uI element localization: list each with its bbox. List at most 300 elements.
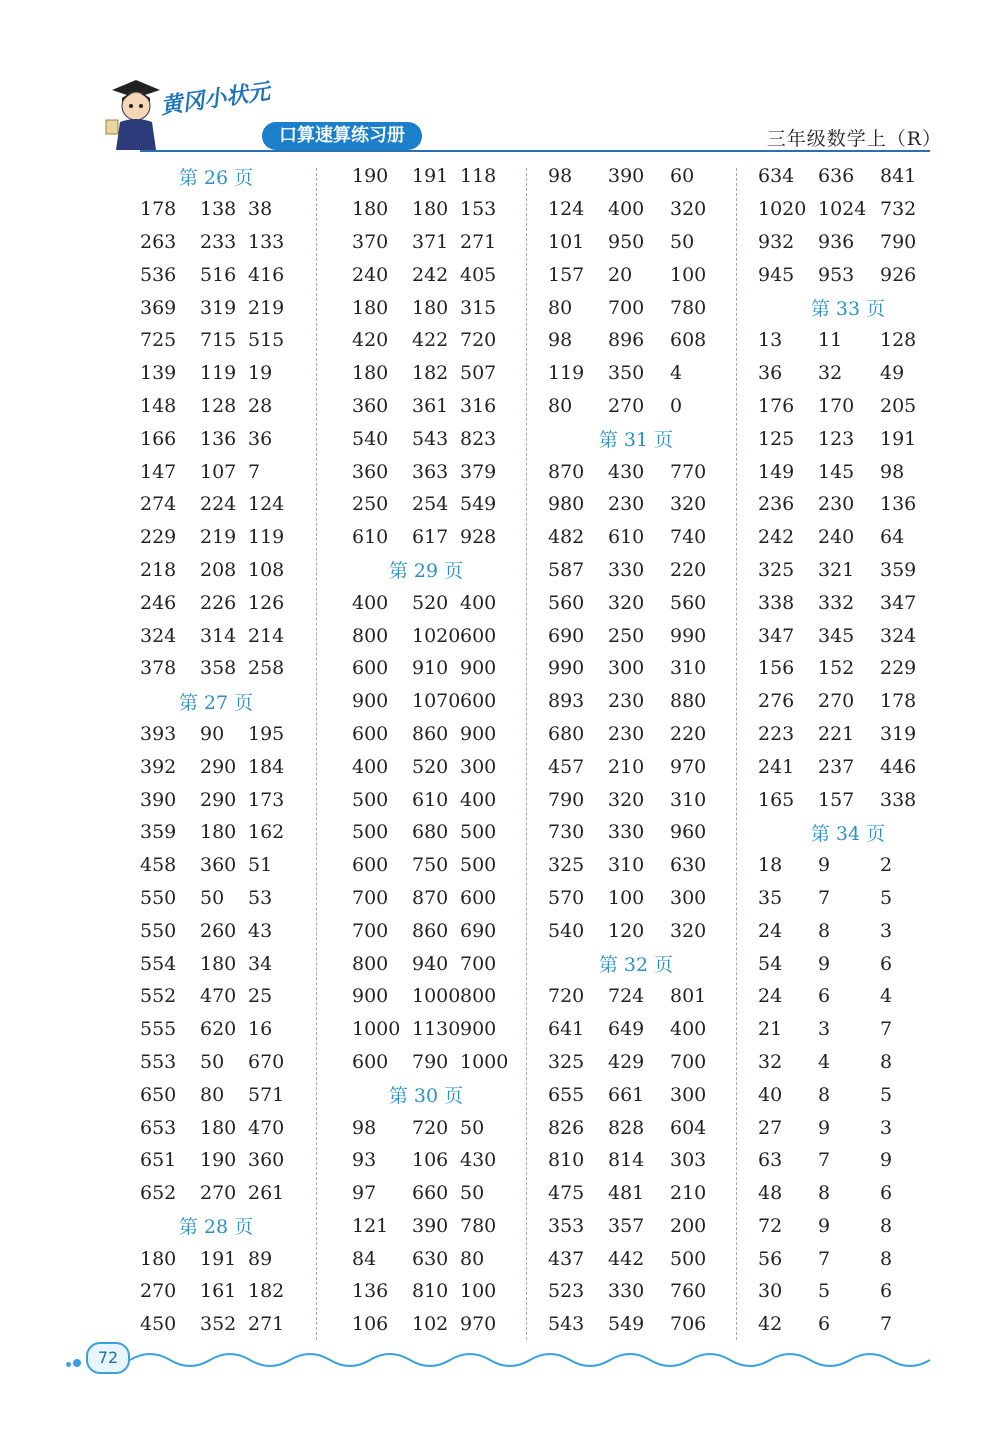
answer-value: 53 bbox=[248, 886, 273, 909]
answer-value: 540 bbox=[548, 919, 585, 942]
answer-value: 80 bbox=[460, 1247, 485, 1270]
answer-value: 437 bbox=[548, 1247, 585, 1270]
answer-value: 543 bbox=[412, 427, 449, 450]
answer-value: 900 bbox=[460, 1018, 497, 1041]
answer-value: 242 bbox=[412, 263, 449, 286]
answer-value: 700 bbox=[352, 886, 389, 909]
answer-value: 230 bbox=[608, 493, 645, 516]
answer-value: 300 bbox=[670, 886, 707, 909]
answer-value: 98 bbox=[548, 329, 573, 352]
answer-row bbox=[336, 750, 516, 783]
answer-value: 400 bbox=[460, 788, 497, 811]
answer-row bbox=[756, 357, 940, 390]
answer-value: 600 bbox=[352, 722, 389, 745]
answer-value: 125 bbox=[758, 427, 795, 450]
answer-value: 180 bbox=[352, 362, 389, 385]
page-section-heading: 第 28 页 bbox=[178, 1216, 254, 1239]
answer-value: 700 bbox=[608, 296, 645, 319]
answer-value: 270 bbox=[140, 1280, 177, 1303]
answer-value: 4 bbox=[818, 1050, 831, 1073]
answer-row bbox=[756, 914, 940, 947]
answer-value: 936 bbox=[818, 230, 855, 253]
answer-value: 310 bbox=[670, 788, 707, 811]
answer-row bbox=[124, 1275, 308, 1308]
answer-value: 101 bbox=[548, 230, 585, 253]
answer-value: 36 bbox=[248, 427, 273, 450]
answer-row bbox=[756, 1210, 940, 1243]
grade-label: 三年级数学上（R） bbox=[766, 128, 942, 150]
answer-value: 325 bbox=[548, 1050, 585, 1073]
answer-value: 826 bbox=[548, 1116, 585, 1139]
answer-value: 180 bbox=[412, 198, 449, 221]
answer-row bbox=[336, 718, 516, 751]
answer-row bbox=[124, 980, 308, 1013]
answer-value: 7 bbox=[880, 1018, 893, 1041]
answer-value: 760 bbox=[670, 1280, 707, 1303]
answer-row bbox=[756, 586, 940, 619]
answer-value: 84 bbox=[352, 1247, 377, 1270]
answer-row bbox=[756, 750, 940, 783]
answer-value: 261 bbox=[248, 1182, 285, 1205]
answer-value: 6 bbox=[880, 1182, 893, 1205]
answer-value: 50 bbox=[200, 1050, 225, 1073]
answer-value: 800 bbox=[352, 952, 389, 975]
answer-value: 274 bbox=[140, 493, 177, 516]
answer-row bbox=[124, 521, 308, 554]
scholar-mascot-icon bbox=[100, 76, 164, 152]
answer-value: 4 bbox=[880, 985, 893, 1008]
answer-value: 500 bbox=[460, 821, 497, 844]
answer-value: 357 bbox=[608, 1214, 645, 1237]
answer-value: 240 bbox=[352, 263, 389, 286]
answer-value: 182 bbox=[412, 362, 449, 385]
answer-row bbox=[756, 226, 940, 259]
answer-value: 133 bbox=[248, 230, 285, 253]
answer-value: 40 bbox=[758, 1083, 783, 1106]
answer-value: 870 bbox=[412, 886, 449, 909]
answer-row bbox=[546, 980, 726, 1013]
answer-row bbox=[336, 258, 516, 291]
answer-value: 634 bbox=[758, 165, 795, 188]
answer-row bbox=[546, 586, 726, 619]
answer-value: 332 bbox=[818, 591, 855, 614]
answer-row bbox=[546, 1210, 726, 1243]
answer-value: 121 bbox=[352, 1214, 389, 1237]
page-section-heading: 第 31 页 bbox=[598, 429, 674, 452]
answer-value: 180 bbox=[200, 1116, 237, 1139]
answer-row bbox=[336, 947, 516, 980]
answer-value: 190 bbox=[352, 165, 389, 188]
answer-value: 420 bbox=[352, 329, 389, 352]
answer-row bbox=[756, 521, 940, 554]
answer-value: 630 bbox=[670, 854, 707, 877]
answer-row bbox=[336, 619, 516, 652]
answer-value: 653 bbox=[140, 1116, 177, 1139]
answer-row bbox=[124, 390, 308, 423]
answer-value: 790 bbox=[548, 788, 585, 811]
answer-value: 100 bbox=[670, 263, 707, 286]
answer-value: 358 bbox=[200, 657, 237, 680]
answer-value: 56 bbox=[758, 1247, 783, 1270]
answer-value: 290 bbox=[200, 788, 237, 811]
answer-row bbox=[756, 455, 940, 488]
answer-value: 828 bbox=[608, 1116, 645, 1139]
answer-value: 102 bbox=[412, 1313, 449, 1336]
answer-value: 475 bbox=[548, 1182, 585, 1205]
answer-value: 98 bbox=[880, 460, 905, 483]
answer-value: 161 bbox=[200, 1280, 237, 1303]
answer-value: 145 bbox=[818, 460, 855, 483]
answer-row bbox=[336, 586, 516, 619]
answer-row bbox=[756, 652, 940, 685]
answer-value: 610 bbox=[352, 526, 389, 549]
answer-value: 352 bbox=[200, 1313, 237, 1336]
answer-value: 50 bbox=[460, 1116, 485, 1139]
answer-value: 2 bbox=[880, 854, 893, 877]
answer-value: 9 bbox=[818, 854, 831, 877]
answer-value: 32 bbox=[758, 1050, 783, 1073]
answer-value: 180 bbox=[352, 296, 389, 319]
answer-value: 195 bbox=[248, 722, 285, 745]
answer-row bbox=[756, 1308, 940, 1341]
answer-column-2 bbox=[336, 160, 516, 1341]
answer-row bbox=[336, 324, 516, 357]
answer-row bbox=[336, 1111, 516, 1144]
answer-value: 100 bbox=[460, 1280, 497, 1303]
answer-value: 5 bbox=[818, 1280, 831, 1303]
answer-value: 173 bbox=[248, 788, 285, 811]
answer-value: 1000 bbox=[412, 985, 461, 1008]
answer-value: 236 bbox=[758, 493, 795, 516]
answer-value: 940 bbox=[412, 952, 449, 975]
answer-value: 50 bbox=[670, 230, 695, 253]
answer-value: 190 bbox=[200, 1149, 237, 1172]
answer-value: 549 bbox=[460, 493, 497, 516]
answer-value: 780 bbox=[460, 1214, 497, 1237]
answer-value: 552 bbox=[140, 985, 177, 1008]
answer-value: 233 bbox=[200, 230, 237, 253]
answer-value: 219 bbox=[200, 526, 237, 549]
answer-value: 118 bbox=[460, 165, 497, 188]
answer-value: 19 bbox=[248, 362, 273, 385]
answer-row bbox=[756, 1275, 940, 1308]
answer-row bbox=[124, 1013, 308, 1046]
answer-value: 790 bbox=[880, 230, 917, 253]
answer-value: 724 bbox=[608, 985, 645, 1008]
answer-value: 353 bbox=[548, 1214, 585, 1237]
answer-row bbox=[546, 882, 726, 915]
answer-value: 715 bbox=[200, 329, 237, 352]
answer-value: 180 bbox=[352, 198, 389, 221]
answer-row bbox=[336, 160, 516, 193]
answer-value: 360 bbox=[352, 460, 389, 483]
answer-row bbox=[546, 1111, 726, 1144]
answer-value: 910 bbox=[412, 657, 449, 680]
answer-value: 650 bbox=[140, 1083, 177, 1106]
answer-value: 263 bbox=[140, 230, 177, 253]
answer-row bbox=[756, 619, 940, 652]
answer-value: 50 bbox=[200, 886, 225, 909]
answer-row bbox=[336, 652, 516, 685]
answer-row bbox=[336, 685, 516, 718]
answer-value: 270 bbox=[818, 690, 855, 713]
answer-value: 220 bbox=[670, 558, 707, 581]
answer-row bbox=[756, 488, 940, 521]
answer-value: 210 bbox=[608, 755, 645, 778]
answer-value: 325 bbox=[758, 558, 795, 581]
answer-value: 119 bbox=[248, 526, 285, 549]
answer-row bbox=[546, 1013, 726, 1046]
answer-value: 651 bbox=[140, 1149, 177, 1172]
answer-row bbox=[756, 554, 940, 587]
page-section-heading: 第 29 页 bbox=[388, 560, 464, 583]
page-section-heading: 第 26 页 bbox=[178, 166, 254, 189]
answer-value: 30 bbox=[758, 1280, 783, 1303]
answer-value: 16 bbox=[248, 1018, 273, 1041]
answer-row bbox=[756, 980, 940, 1013]
answer-value: 520 bbox=[412, 591, 449, 614]
answer-value: 740 bbox=[670, 526, 707, 549]
answer-row bbox=[546, 193, 726, 226]
answer-value: 481 bbox=[608, 1182, 645, 1205]
answer-value: 72 bbox=[758, 1214, 783, 1237]
answer-row bbox=[546, 291, 726, 324]
answer-value: 100 bbox=[608, 886, 645, 909]
answer-value: 630 bbox=[412, 1247, 449, 1270]
answer-value: 6 bbox=[880, 952, 893, 975]
answer-row bbox=[336, 193, 516, 226]
answer-row bbox=[336, 357, 516, 390]
answer-row bbox=[756, 160, 940, 193]
answer-value: 5 bbox=[880, 1083, 893, 1106]
answer-value: 314 bbox=[200, 624, 237, 647]
answer-value: 370 bbox=[352, 230, 389, 253]
answer-row bbox=[546, 849, 726, 882]
answer-value: 246 bbox=[140, 591, 177, 614]
answer-row bbox=[124, 324, 308, 357]
answer-value: 156 bbox=[758, 657, 795, 680]
answer-value: 36 bbox=[758, 362, 783, 385]
answer-value: 515 bbox=[248, 329, 285, 352]
page-section-heading: 第 34 页 bbox=[810, 822, 886, 845]
answer-row bbox=[124, 357, 308, 390]
answer-value: 136 bbox=[352, 1280, 389, 1303]
answer-value: 210 bbox=[670, 1182, 707, 1205]
answer-row bbox=[336, 1046, 516, 1079]
answer-value: 361 bbox=[412, 394, 449, 417]
answer-value: 720 bbox=[460, 329, 497, 352]
answer-value: 810 bbox=[548, 1149, 585, 1172]
answer-value: 330 bbox=[608, 821, 645, 844]
answer-value: 953 bbox=[818, 263, 855, 286]
answer-value: 880 bbox=[670, 690, 707, 713]
answer-row bbox=[124, 1177, 308, 1210]
answer-value: 680 bbox=[548, 722, 585, 745]
answer-value: 422 bbox=[412, 329, 449, 352]
answer-value: 369 bbox=[140, 296, 177, 319]
answer-value: 98 bbox=[548, 165, 573, 188]
answer-row bbox=[124, 488, 308, 521]
answer-row bbox=[756, 1242, 940, 1275]
answer-row bbox=[756, 1111, 940, 1144]
answer-value: 230 bbox=[608, 722, 645, 745]
answer-value: 9 bbox=[818, 952, 831, 975]
answer-row bbox=[546, 1275, 726, 1308]
answer-row bbox=[756, 849, 940, 882]
answer-row bbox=[336, 521, 516, 554]
answer-value: 260 bbox=[200, 919, 237, 942]
answer-row bbox=[546, 258, 726, 291]
answer-value: 1020 bbox=[412, 624, 461, 647]
answer-value: 393 bbox=[140, 722, 177, 745]
answer-value: 330 bbox=[608, 1280, 645, 1303]
answer-value: 945 bbox=[758, 263, 795, 286]
answer-value: 205 bbox=[880, 394, 917, 417]
answer-value: 379 bbox=[460, 460, 497, 483]
answer-value: 165 bbox=[758, 788, 795, 811]
answer-value: 360 bbox=[200, 854, 237, 877]
answer-value: 543 bbox=[548, 1313, 585, 1336]
answer-value: 270 bbox=[608, 394, 645, 417]
answer-value: 652 bbox=[140, 1182, 177, 1205]
answer-value: 970 bbox=[670, 755, 707, 778]
answer-value: 271 bbox=[460, 230, 497, 253]
answer-value: 655 bbox=[548, 1083, 585, 1106]
answer-value: 126 bbox=[248, 591, 285, 614]
answer-value: 106 bbox=[352, 1313, 389, 1336]
answer-value: 300 bbox=[460, 755, 497, 778]
answer-value: 536 bbox=[140, 263, 177, 286]
answer-value: 400 bbox=[352, 755, 389, 778]
answer-value: 325 bbox=[548, 854, 585, 877]
answer-value: 80 bbox=[548, 296, 573, 319]
answer-value: 430 bbox=[608, 460, 645, 483]
answer-value: 32 bbox=[818, 362, 843, 385]
answer-value: 8 bbox=[818, 1083, 831, 1106]
answer-row bbox=[124, 1242, 308, 1275]
answer-value: 320 bbox=[670, 198, 707, 221]
answer-value: 319 bbox=[200, 296, 237, 319]
answer-value: 3 bbox=[880, 919, 893, 942]
answer-value: 180 bbox=[412, 296, 449, 319]
answer-value: 315 bbox=[460, 296, 497, 319]
column-divider bbox=[736, 168, 737, 1340]
answer-value: 254 bbox=[412, 493, 449, 516]
footer-wave-decoration bbox=[120, 1338, 940, 1378]
answer-value: 600 bbox=[352, 1050, 389, 1073]
answer-row bbox=[124, 1078, 308, 1111]
answer-row bbox=[124, 1046, 308, 1079]
answer-value: 990 bbox=[670, 624, 707, 647]
answer-value: 553 bbox=[140, 1050, 177, 1073]
answer-row bbox=[756, 1078, 940, 1111]
answer-value: 221 bbox=[818, 722, 855, 745]
answer-value: 700 bbox=[460, 952, 497, 975]
answer-value: 400 bbox=[460, 591, 497, 614]
column-divider bbox=[316, 168, 317, 1340]
answer-value: 180 bbox=[200, 952, 237, 975]
answer-row bbox=[124, 947, 308, 980]
answer-value: 223 bbox=[758, 722, 795, 745]
answer-value: 200 bbox=[670, 1214, 707, 1237]
answer-value: 51 bbox=[248, 854, 273, 877]
answer-value: 128 bbox=[880, 329, 917, 352]
answer-row bbox=[124, 718, 308, 751]
answer-value: 570 bbox=[548, 886, 585, 909]
answer-row bbox=[336, 783, 516, 816]
answer-value: 136 bbox=[880, 493, 917, 516]
answer-value: 63 bbox=[758, 1149, 783, 1172]
answer-value: 359 bbox=[880, 558, 917, 581]
answer-value: 416 bbox=[248, 263, 285, 286]
answer-row bbox=[124, 914, 308, 947]
answer-column-4 bbox=[756, 160, 940, 1341]
answer-row bbox=[756, 882, 940, 915]
answer-value: 276 bbox=[758, 690, 795, 713]
answer-value: 720 bbox=[412, 1116, 449, 1139]
answer-value: 21 bbox=[758, 1018, 783, 1041]
answer-row bbox=[124, 1144, 308, 1177]
answer-row bbox=[546, 914, 726, 947]
answer-value: 549 bbox=[608, 1313, 645, 1336]
answer-value: 7 bbox=[248, 460, 261, 483]
answer-value: 338 bbox=[880, 788, 917, 811]
answer-value: 43 bbox=[248, 919, 273, 942]
answer-value: 300 bbox=[670, 1083, 707, 1106]
answer-value: 571 bbox=[248, 1083, 285, 1106]
answer-row bbox=[124, 455, 308, 488]
answer-value: 147 bbox=[140, 460, 177, 483]
answer-value: 4 bbox=[670, 362, 683, 385]
answer-value: 6 bbox=[818, 985, 831, 1008]
answer-value: 303 bbox=[670, 1149, 707, 1172]
answer-value: 258 bbox=[248, 657, 285, 680]
answer-value: 324 bbox=[140, 624, 177, 647]
answer-value: 550 bbox=[140, 919, 177, 942]
answer-value: 320 bbox=[608, 591, 645, 614]
answer-value: 960 bbox=[670, 821, 707, 844]
answer-value: 600 bbox=[460, 624, 497, 647]
answer-value: 750 bbox=[412, 854, 449, 877]
answer-row bbox=[756, 324, 940, 357]
answer-value: 926 bbox=[880, 263, 917, 286]
answer-value: 97 bbox=[352, 1182, 377, 1205]
answer-value: 34 bbox=[248, 952, 273, 975]
answer-value: 932 bbox=[758, 230, 795, 253]
answer-value: 324 bbox=[880, 624, 917, 647]
answer-value: 770 bbox=[670, 460, 707, 483]
answer-value: 442 bbox=[608, 1247, 645, 1270]
answer-value: 1070 bbox=[412, 690, 461, 713]
answer-value: 240 bbox=[818, 526, 855, 549]
answer-value: 42 bbox=[758, 1313, 783, 1336]
answer-value: 138 bbox=[200, 198, 237, 221]
answer-value: 178 bbox=[140, 198, 177, 221]
answer-value: 6 bbox=[818, 1313, 831, 1336]
answer-value: 316 bbox=[460, 394, 497, 417]
answer-value: 555 bbox=[140, 1018, 177, 1041]
answer-value: 162 bbox=[248, 821, 285, 844]
answer-value: 900 bbox=[352, 985, 389, 1008]
answer-value: 706 bbox=[670, 1313, 707, 1336]
answer-value: 124 bbox=[548, 198, 585, 221]
answer-value: 587 bbox=[548, 558, 585, 581]
answer-value: 896 bbox=[608, 329, 645, 352]
answer-value: 470 bbox=[248, 1116, 285, 1139]
answer-row bbox=[124, 422, 308, 455]
answer-value: 90 bbox=[200, 722, 225, 745]
answer-value: 446 bbox=[880, 755, 917, 778]
